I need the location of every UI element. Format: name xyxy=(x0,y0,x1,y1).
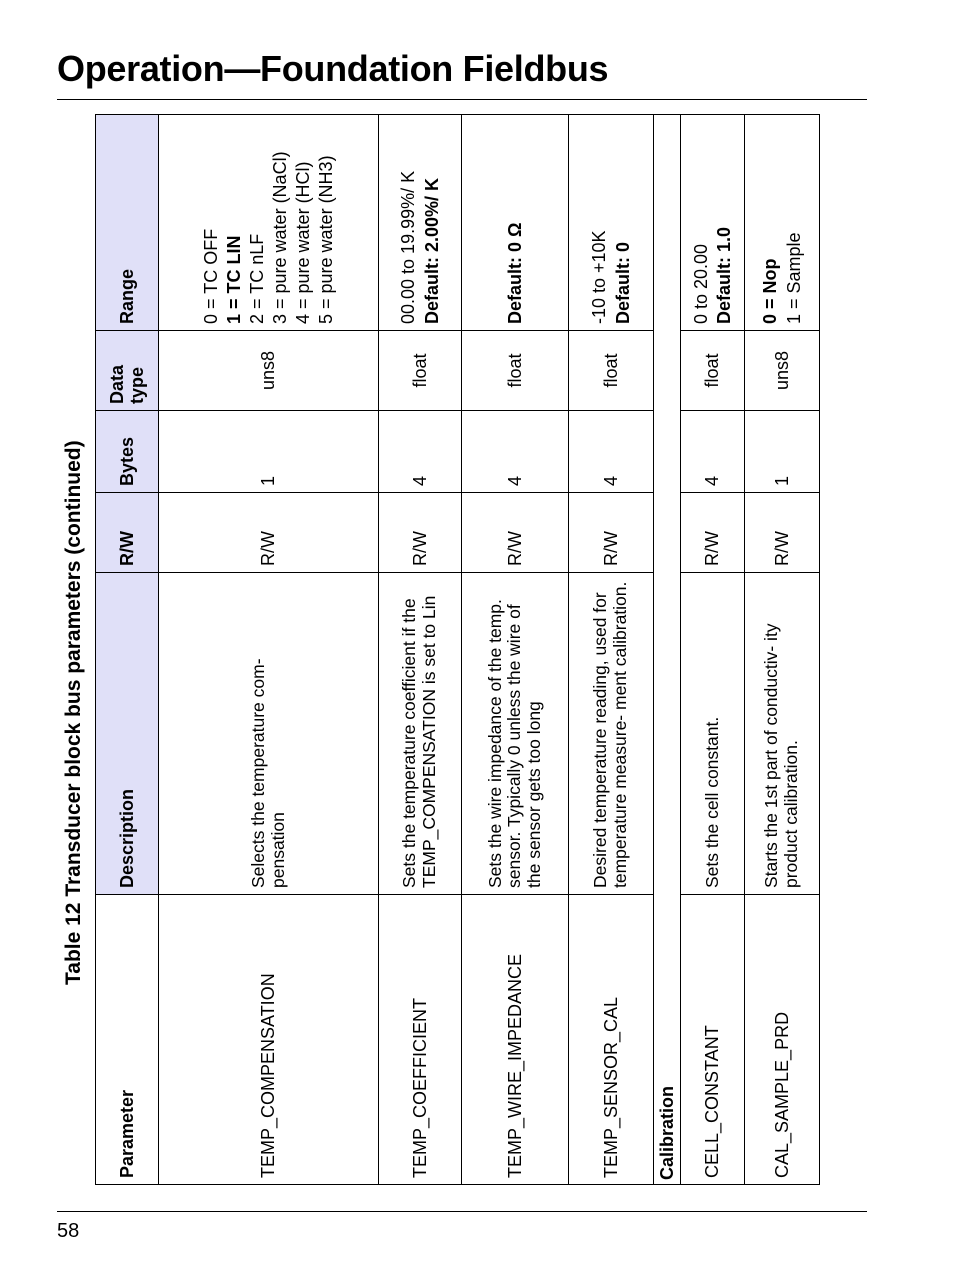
cell-range xyxy=(569,115,654,331)
cell-description: Sets the wire impedance of the temp. sensor. Typically 0 unless the wire of the sensor gets too long xyxy=(462,573,569,895)
cell-data-type: uns8 xyxy=(745,331,820,411)
range-line: 00.00 to 19.99%/ K xyxy=(398,170,419,324)
cell-rw: R/W xyxy=(745,493,820,573)
header-description: Description xyxy=(96,573,159,895)
parameters-table xyxy=(95,114,820,1185)
cell-description: Selects the temperature com- pensation xyxy=(159,573,379,895)
range-line: 0 = Nop xyxy=(760,258,781,324)
range-line: Default: 1.0 xyxy=(714,226,734,324)
range-line: -10 to +10K xyxy=(589,230,610,324)
table-row xyxy=(379,115,462,1185)
range-line: 4 = pure water (HCl) xyxy=(293,161,314,324)
cell-description: Desired temperature reading, used for temperature measure- ment calibration. xyxy=(569,573,654,895)
footer-rule xyxy=(57,1211,867,1212)
header-data-type: Data type xyxy=(96,331,159,411)
table-header-row xyxy=(96,115,159,1185)
section-row xyxy=(654,115,681,1185)
header-rule xyxy=(57,99,867,100)
table-row xyxy=(681,115,745,1185)
cell-rw: R/W xyxy=(681,493,745,573)
cell-range xyxy=(462,115,569,331)
cell-description: Sets the temperature coefficient if the TEMP_COMPENSATION is set to Lin xyxy=(379,573,462,895)
cell-parameter: TEMP_WIRE_IMPEDANCE xyxy=(462,895,569,1185)
cell-bytes: 4 xyxy=(379,411,462,493)
range-line: 3 = pure water (NaCl) xyxy=(270,151,290,324)
range-line: Default: 0 Ω xyxy=(504,222,525,324)
cell-parameter: CELL_CONSTANT xyxy=(681,895,745,1185)
cell-range xyxy=(681,115,745,331)
cell-parameter: CAL_SAMPLE_PRD xyxy=(745,895,820,1185)
cell-data-type: uns8 xyxy=(159,331,379,411)
table-row xyxy=(462,115,569,1185)
cell-bytes: 1 xyxy=(745,411,820,493)
cell-rw: R/W xyxy=(379,493,462,573)
cell-bytes: 1 xyxy=(159,411,379,493)
range-line: 1 = TC LIN xyxy=(223,235,244,324)
cell-range xyxy=(379,115,462,331)
range-line: 0 to 20.00 xyxy=(690,243,711,324)
range-line: Default: 2.00%/ K xyxy=(421,177,442,324)
table-row xyxy=(745,115,820,1185)
table-row xyxy=(569,115,654,1185)
cell-rw: R/W xyxy=(462,493,569,573)
header-parameter: Parameter xyxy=(96,895,159,1185)
cell-rw: R/W xyxy=(569,493,654,573)
range-line: 1 = Sample xyxy=(783,232,804,324)
cell-rw: R/W xyxy=(159,493,379,573)
cell-data-type: float xyxy=(462,331,569,411)
cell-parameter: TEMP_COMPENSATION xyxy=(159,895,379,1185)
cell-parameter: TEMP_SENSOR_CAL xyxy=(569,895,654,1185)
header-range: Range xyxy=(96,115,159,331)
page-number: 58 xyxy=(57,1220,80,1242)
range-line: 2 = TC nLF xyxy=(246,233,267,324)
cell-range xyxy=(159,115,379,331)
cell-data-type: float xyxy=(379,331,462,411)
page-title: Operation—Foundation Fieldbus xyxy=(57,48,609,89)
range-line: Default: 0 xyxy=(612,241,633,324)
cell-description: Sets the cell constant. xyxy=(681,573,745,895)
table-row xyxy=(159,115,379,1185)
rotated-table-block xyxy=(57,115,817,1185)
table-caption: Table 12 Transducer block bus parameters (continued) xyxy=(62,440,85,985)
cell-bytes: 4 xyxy=(569,411,654,493)
cell-data-type: float xyxy=(681,331,745,411)
range-line: 0 = TC OFF xyxy=(200,228,221,324)
header-rw: R/W xyxy=(96,493,159,573)
section-label-calibration: Calibration xyxy=(654,115,681,1185)
cell-bytes: 4 xyxy=(462,411,569,493)
cell-bytes: 4 xyxy=(681,411,745,493)
cell-parameter: TEMP_COEFFICIENT xyxy=(379,895,462,1185)
cell-data-type: float xyxy=(569,331,654,411)
cell-description: Starts the 1st part of conductiv- ity product calibration. xyxy=(745,573,820,895)
cell-range xyxy=(745,115,820,331)
range-line: 5 = pure water (NH3) xyxy=(316,155,337,324)
header-bytes: Bytes xyxy=(96,411,159,493)
